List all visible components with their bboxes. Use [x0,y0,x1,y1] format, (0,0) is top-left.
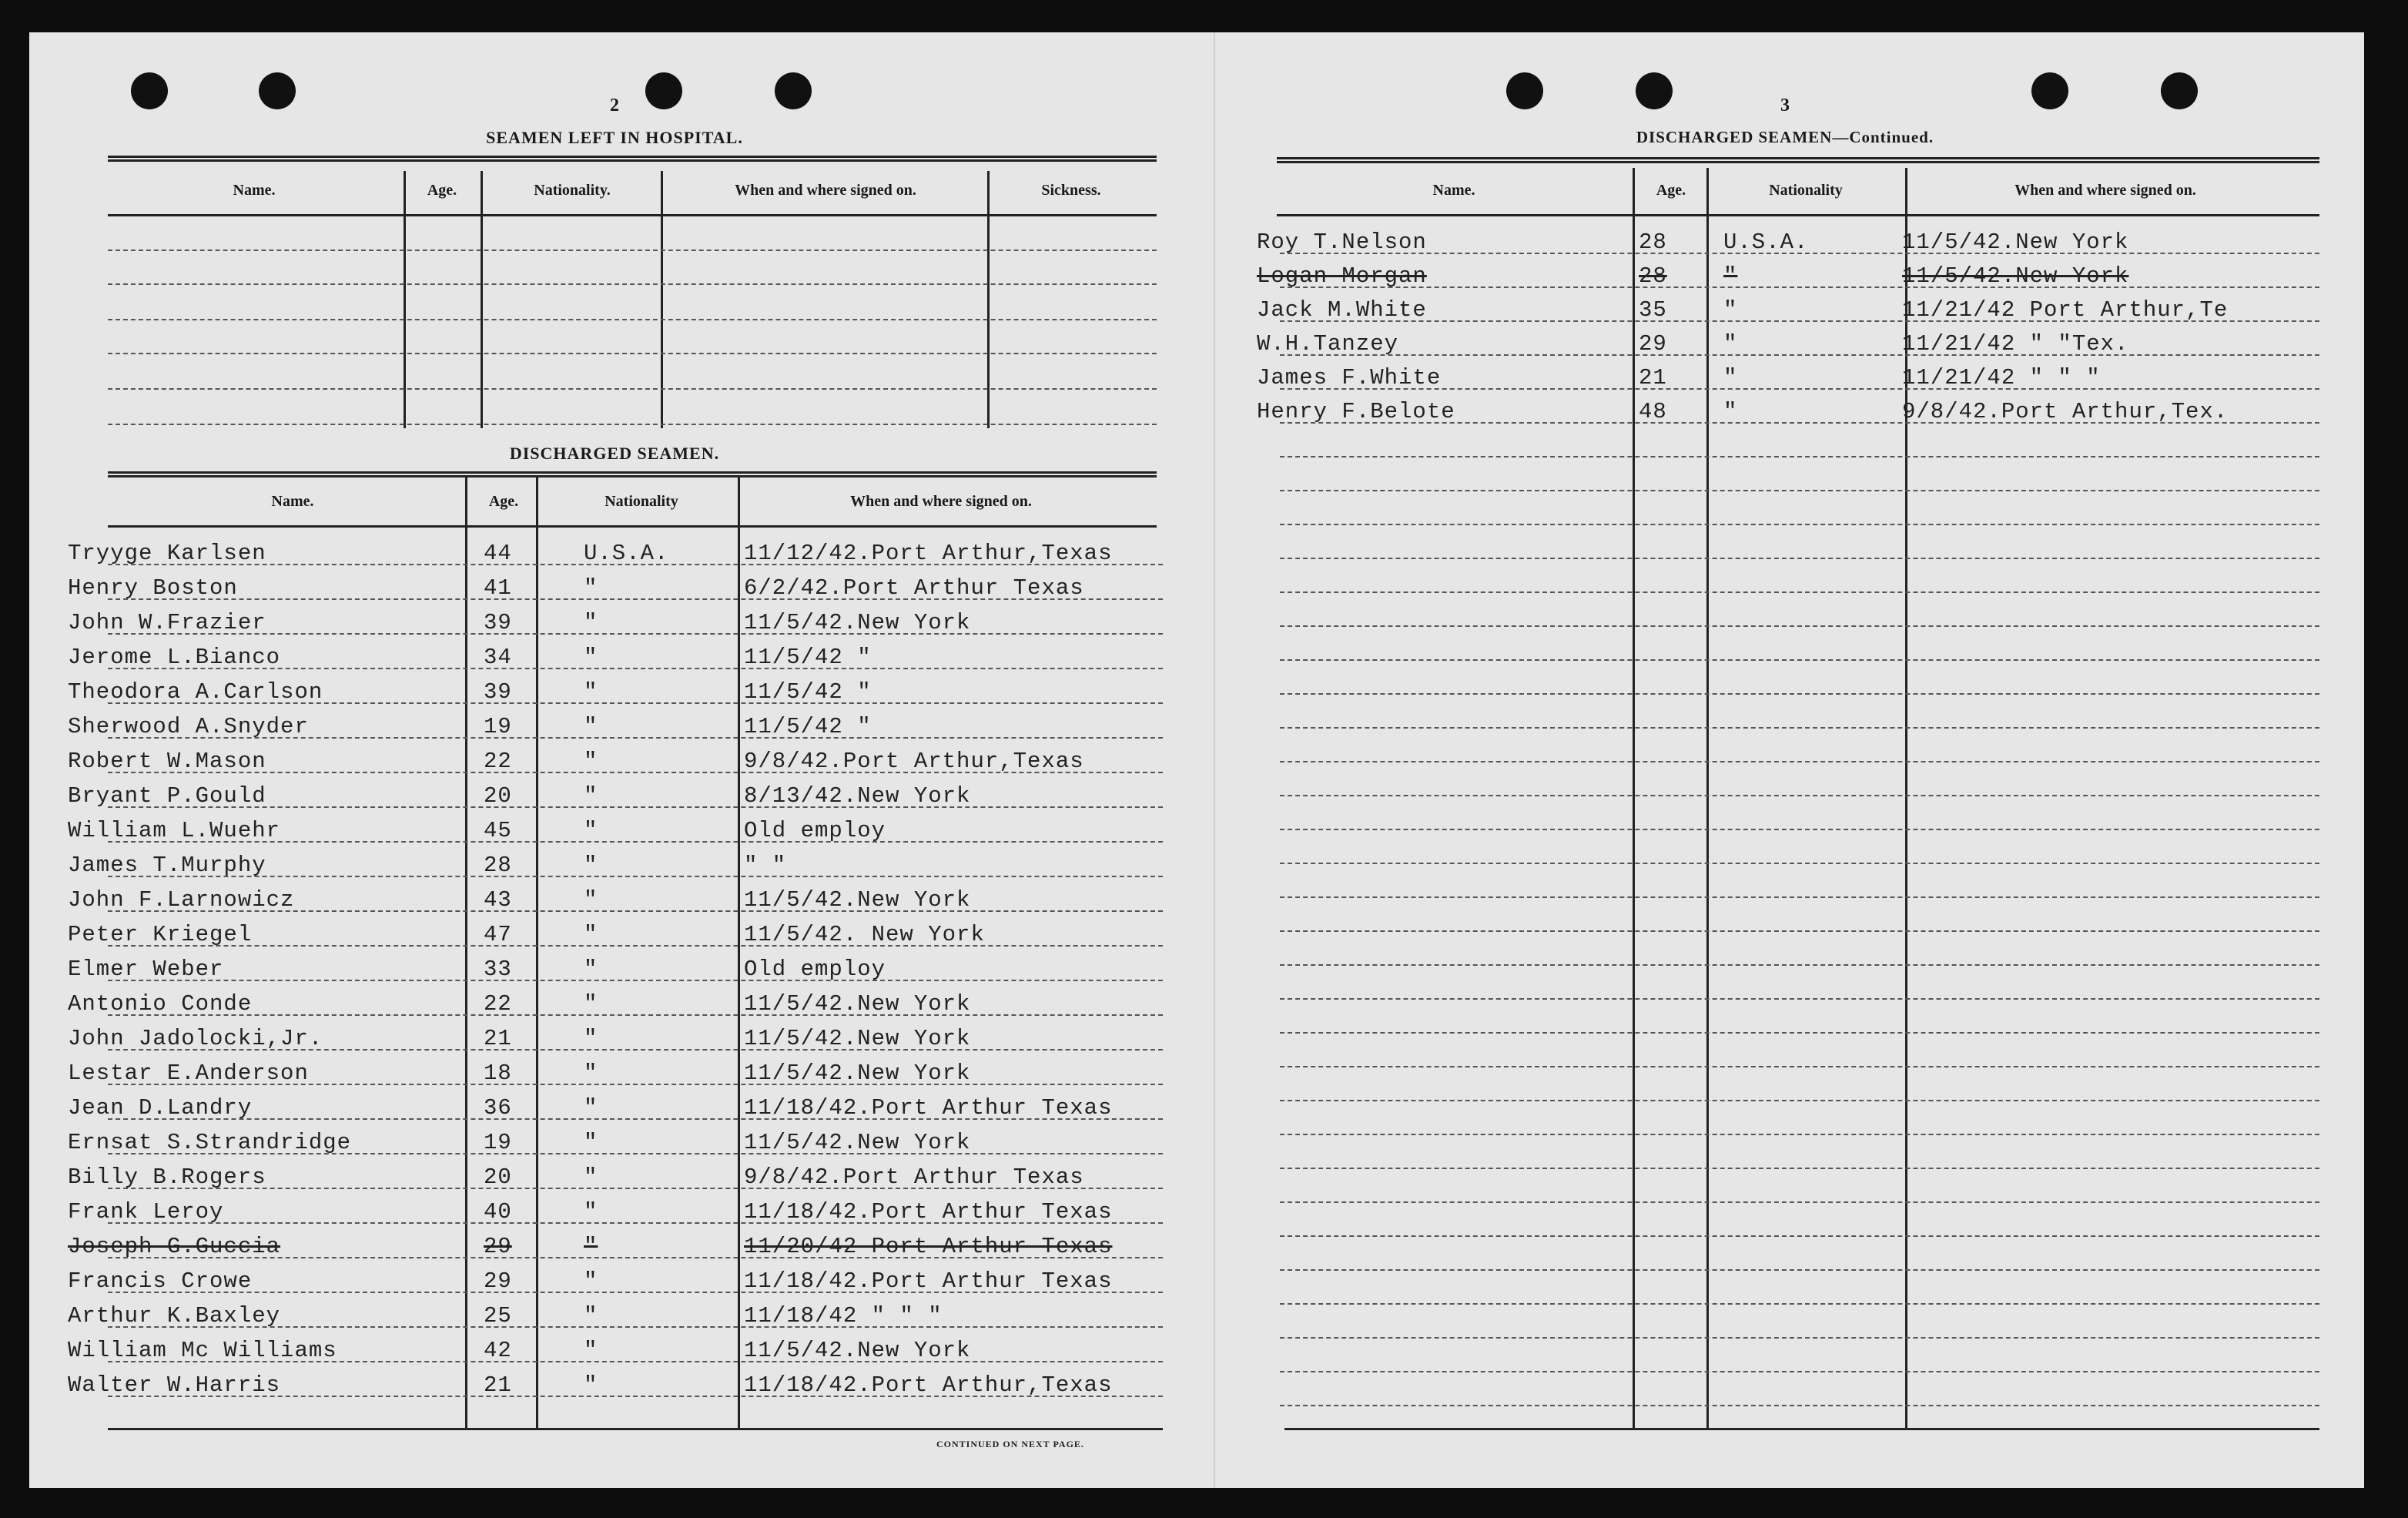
seaman-nationality: " [584,922,598,947]
seaman-nationality: " [584,1372,598,1398]
seaman-signed-on: 11/18/42.Port Arthur,Texas [744,1372,1113,1398]
seaman-name: Sherwood A.Snyder [68,714,309,739]
seaman-age: 20 [484,1164,512,1190]
right-title: DISCHARGED SEAMEN—Continued. [1636,128,1934,146]
seaman-signed-on: 11/5/42. New York [744,922,985,947]
seaman-age: 21 [484,1026,512,1051]
seaman-name: Arthur K.Baxley [68,1303,281,1329]
continued-note: CONTINUED ON NEXT PAGE. [936,1439,1084,1449]
seaman-signed-on: Old employ [744,818,886,843]
seaman-nationality: " [584,1061,598,1086]
ruled-line [1280,1405,2319,1406]
seaman-name: Theodora A.Carlson [68,679,323,705]
seaman-name: John W.Frazier [68,610,266,635]
seaman-age: 40 [484,1199,512,1225]
seaman-nationality: " [584,818,598,843]
seaman-signed-on: 11/5/42.New York [744,991,971,1017]
seaman-nationality: " [584,1130,598,1155]
ruled-line [1280,1201,2319,1203]
right-col-signed: When and where signed on. [2014,182,2196,199]
seaman-name: Billy B.Rogers [68,1164,266,1190]
seaman-signed-on: 11/5/42 " [744,645,872,670]
seaman-signed-on: 11/5/42.New York [744,1026,971,1051]
ruled-line [1280,1269,2319,1271]
ruled-line [1280,761,2319,762]
seaman-age: 21 [1639,365,1667,390]
ruled-line [1280,795,2319,796]
discharged-col-signed: When and where signed on. [850,493,1032,510]
seaman-age: 45 [484,818,512,843]
ruled-line [1280,964,2319,966]
seaman-nationality: " [584,714,598,739]
seaman-nationality: " [584,991,598,1017]
seaman-signed-on: 11/5/42 " [744,714,872,739]
ruled-line [1280,354,2319,356]
right-col-name: Name. [1432,182,1475,199]
seaman-signed-on: 11/5/42.New York [1902,263,2129,289]
seaman-name: James T.Murphy [68,853,266,878]
ruled-line [1280,1032,2319,1034]
seaman-age: 35 [1639,297,1667,323]
discharged-col-name: Name. [271,493,314,510]
seaman-age: 22 [484,991,512,1017]
seaman-age: 47 [484,922,512,947]
hospital-col-name: Name. [233,182,276,199]
page-number-left: 2 [610,96,619,116]
ruled-line [1280,727,2319,729]
seaman-signed-on: 11/18/42.Port Arthur Texas [744,1199,1113,1225]
ruled-line [1280,287,2319,288]
seaman-nationality: " [584,887,598,913]
seaman-signed-on: 11/21/42 " "Tex. [1902,331,2129,357]
seaman-age: 28 [484,853,512,878]
discharged-col-age: Age. [488,493,519,510]
ruled-line [1280,456,2319,457]
seaman-nationality: " [584,853,598,878]
seaman-nationality: " [584,610,598,635]
seaman-nationality: " [584,1199,598,1225]
ruled-line [1280,524,2319,525]
ruled-line [1280,863,2319,864]
seaman-nationality: U.S.A. [584,541,669,566]
seaman-age: 39 [484,679,512,705]
seaman-nationality: " [584,575,598,601]
seaman-signed-on: 11/5/42 " [744,679,872,705]
seaman-signed-on: 11/5/42.New York [744,1338,971,1363]
ruled-line [1280,1100,2319,1101]
hospital-title: SEAMEN LEFT IN HOSPITAL. [486,128,743,147]
seaman-signed-on: Old employ [744,957,886,982]
ruled-line [1280,558,2319,559]
seaman-nationality: " [584,957,598,982]
seaman-age: 41 [484,575,512,601]
seaman-age: 48 [1639,399,1667,424]
ruled-line [1280,1337,2319,1339]
ruled-line [1280,829,2319,830]
right-col-nationality: Nationality [1769,182,1843,199]
ruled-line [1280,591,2319,593]
hospital-col-nationality: Nationality. [534,182,611,199]
seaman-age: 28 [1639,263,1667,289]
seaman-name: Walter W.Harris [68,1372,281,1398]
seaman-signed-on: 11/21/42 Port Arthur,Te [1902,297,2229,323]
ruled-line [1280,896,2319,898]
seaman-age: 19 [484,1130,512,1155]
seaman-age: 29 [1639,331,1667,357]
seaman-age: 36 [484,1095,512,1121]
seaman-nationality: U.S.A. [1723,230,1809,255]
seaman-nationality: " [584,783,598,809]
seaman-signed-on: 11/18/42 " " " [744,1303,943,1329]
seaman-name: Tryyge Karlsen [68,541,266,566]
seaman-nationality: " [1723,331,1738,357]
seaman-signed-on: 11/5/42.New York [744,1130,971,1155]
ruled-line [1280,1303,2319,1305]
seaman-age: 33 [484,957,512,982]
seaman-age: 22 [484,749,512,774]
seaman-name: Peter Kriegel [68,922,253,947]
seaman-name: Antonio Conde [68,991,253,1017]
ruled-line [1280,693,2319,695]
ruled-line [1280,1168,2319,1169]
right-col-age: Age. [1656,182,1686,199]
ruled-line [1280,1134,2319,1135]
discharged-title: DISCHARGED SEAMEN. [509,444,720,463]
seaman-nationality: " [1723,365,1738,390]
seaman-nationality: " [1723,297,1738,323]
seaman-name: John F.Larnowicz [68,887,295,913]
ruled-line [1280,930,2319,932]
ruled-line [1280,659,2319,661]
seaman-name: Henry Boston [68,575,238,601]
seaman-age: 42 [484,1338,512,1363]
hospital-col-sickness: Sickness. [1041,182,1101,199]
seaman-nationality: " [1723,263,1738,289]
seaman-name: Lestar E.Anderson [68,1061,309,1086]
seaman-nationality: " [584,1338,598,1363]
seaman-name: Ernsat S.Strandridge [68,1130,352,1155]
seaman-signed-on: 8/13/42.New York [744,783,971,809]
seaman-name: Elmer Weber [68,957,224,982]
seaman-signed-on: 11/5/42.New York [744,887,971,913]
seaman-nationality: " [584,645,598,670]
ruled-line [1280,1066,2319,1067]
seaman-name: Jack M.White [1257,297,1427,323]
seaman-age: 43 [484,887,512,913]
seaman-nationality: " [584,749,598,774]
seaman-name: Henry F.Belote [1257,399,1455,424]
seaman-nationality: " [1723,399,1738,424]
ruled-line [1280,1371,2319,1372]
seaman-age: 29 [484,1234,512,1259]
seaman-signed-on: 11/12/42.Port Arthur,Texas [744,541,1113,566]
ruled-line [1280,1235,2319,1237]
hospital-col-age: Age. [427,182,457,199]
seaman-nationality: " [584,1268,598,1294]
seaman-name: William Mc Williams [68,1338,337,1363]
seaman-signed-on: 9/8/42.Port Arthur,Tex. [1902,399,2229,424]
seaman-name: Bryant P.Gould [68,783,266,809]
seaman-name: William L.Wuehr [68,818,281,843]
seaman-nationality: " [584,1164,598,1190]
seaman-age: 20 [484,783,512,809]
seaman-name: Francis Crowe [68,1268,253,1294]
seaman-signed-on: 11/5/42.New York [744,1061,971,1086]
seaman-name: John Jadolocki,Jr. [68,1026,323,1051]
seaman-nationality: " [584,1303,598,1329]
seaman-age: 29 [484,1268,512,1294]
discharged-col-nationality: Nationality [605,493,678,510]
seaman-name: Joseph G.Guccia [68,1234,281,1259]
seaman-signed-on: 11/21/42 " " " [1902,365,2101,390]
seaman-name: Robert W.Mason [68,749,266,774]
right-discharged-rows [29,32,2364,1488]
ruled-line [1280,625,2319,627]
seaman-signed-on: 9/8/42.Port Arthur,Texas [744,749,1084,774]
seaman-signed-on: 11/18/42.Port Arthur Texas [744,1095,1113,1121]
seaman-signed-on: 11/18/42.Port Arthur Texas [744,1268,1113,1294]
page-number-right: 3 [1780,96,1790,116]
seaman-signed-on: 11/20/42 Port Arthur Texas [744,1234,1113,1259]
ledger-sheet [29,32,2364,1488]
seaman-name: Jerome L.Bianco [68,645,281,670]
seaman-age: 19 [484,714,512,739]
seaman-age: 25 [484,1303,512,1329]
seaman-name: W.H.Tanzey [1257,331,1399,357]
seaman-nationality: " [584,1026,598,1051]
seaman-nationality: " [584,1095,598,1121]
seaman-signed-on: 9/8/42.Port Arthur Texas [744,1164,1084,1190]
seaman-age: 44 [484,541,512,566]
seaman-signed-on: 11/5/42.New York [744,610,971,635]
seaman-signed-on: " " [744,853,787,878]
hospital-col-signed: When and where signed on. [735,182,916,199]
seaman-name: Frank Leroy [68,1199,224,1225]
seaman-age: 28 [1639,230,1667,255]
seaman-name: Logan Morgan [1257,263,1427,289]
seaman-name: Jean D.Landry [68,1095,253,1121]
seaman-age: 18 [484,1061,512,1086]
seaman-nationality: " [584,679,598,705]
seaman-name: Roy T.Nelson [1257,230,1427,255]
seaman-name: James F.White [1257,365,1442,390]
ruled-line [1280,998,2319,1000]
seaman-age: 34 [484,645,512,670]
ruled-line [1280,490,2319,491]
seaman-signed-on: 11/5/42.New York [1902,230,2129,255]
seaman-age: 39 [484,610,512,635]
seaman-age: 21 [484,1372,512,1398]
seaman-signed-on: 6/2/42.Port Arthur Texas [744,575,1084,601]
seaman-nationality: " [584,1234,598,1259]
